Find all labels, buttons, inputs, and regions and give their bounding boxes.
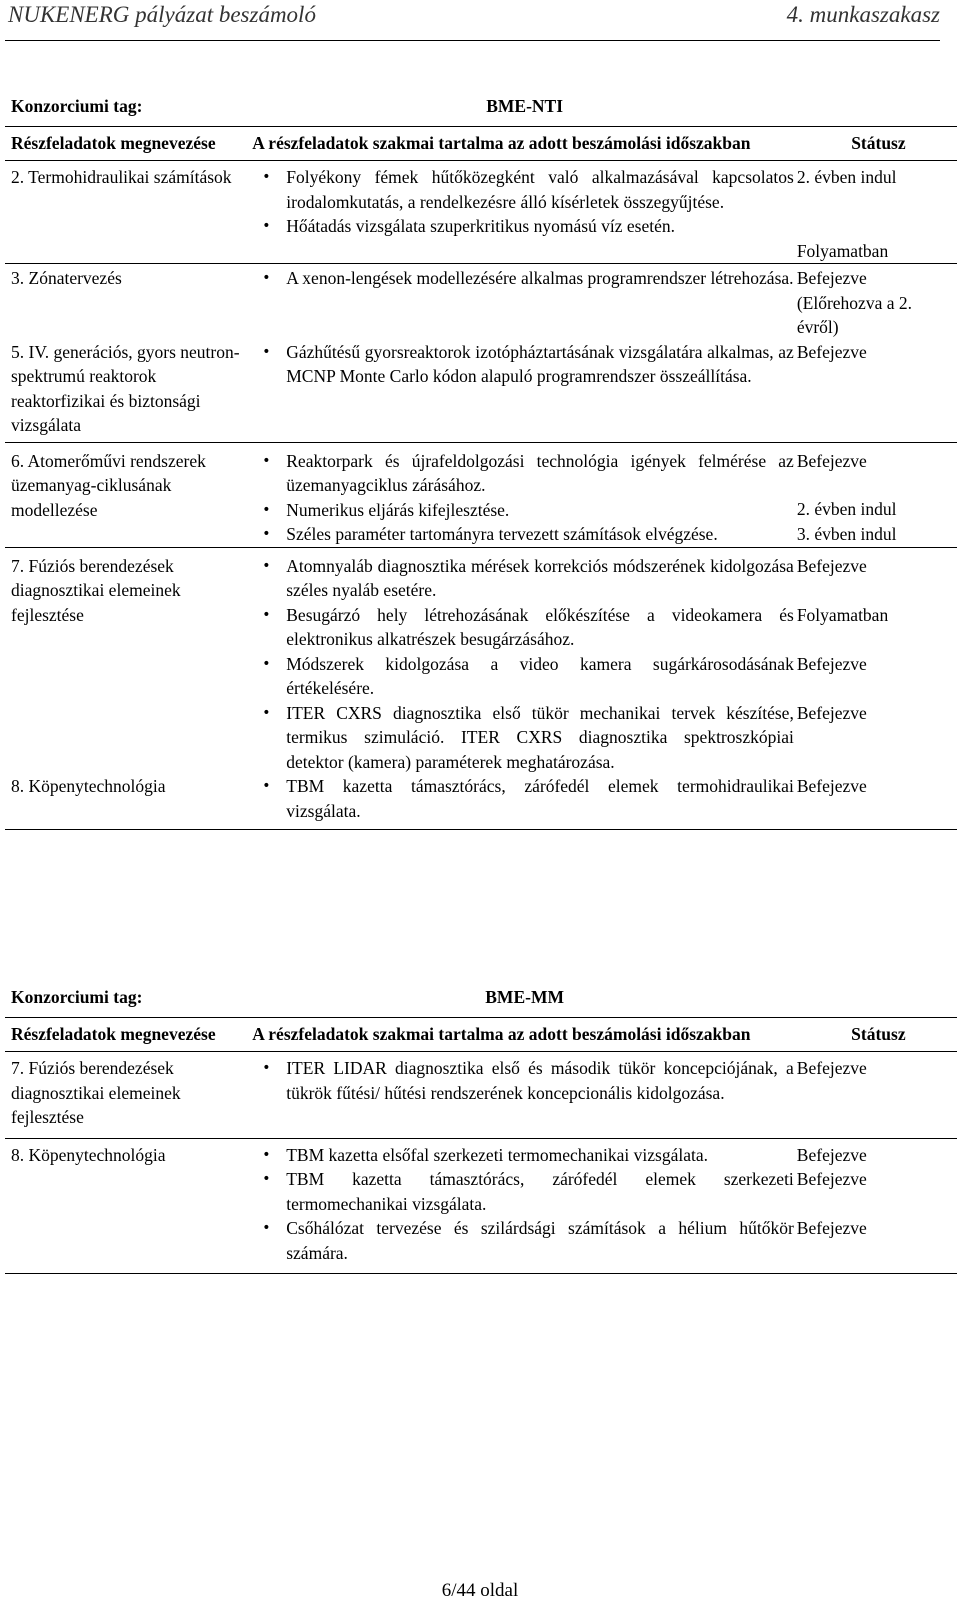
status-text: Befejezve (796, 555, 867, 576)
table-row (5, 1138, 957, 1274)
status-text: Befejezve (796, 776, 867, 796)
task-item: • Csőhálózat tervezése és szilárdsági számítások a hélium hűtőkör számára. (286, 1216, 794, 1265)
task-item: • TBM kazetta támasztórács, zárófedél elemek termohidraulikai vizsgálata. (286, 774, 794, 823)
status-text: Befejezve (796, 1058, 867, 1078)
task-item: • Atomnyaláb diagnosztika mérések korrekciós módszerének kidolgozása széles nyaláb esetére. (286, 554, 794, 603)
header-divider (5, 40, 940, 41)
member-label: Konzorciumi tag: (5, 94, 246, 126)
header-task: Részfeladatok megnevezése (5, 126, 246, 161)
task-name: 7. Fúziós berendezések diagnosztikai elemeinek fejlesztése (5, 1052, 246, 1139)
member-name: BME-NTI (246, 94, 957, 126)
task-name: 8. Köpenytechnológia (5, 1138, 246, 1274)
task-name: 6. Atomerőművi rendszerek üzemanyag-ciklusának modellezése (5, 442, 246, 547)
status-text: Befejezve (796, 1218, 867, 1238)
member-name: BME-MM (246, 985, 957, 1017)
table-row (5, 442, 957, 547)
table-row (5, 264, 957, 340)
header-status: Státusz (797, 1017, 957, 1052)
table-row (5, 774, 957, 830)
task-item: • ITER CXRS diagnosztika első tükör mechanikai tervek készítése, termikus szimuláció. ITER CXRS diagnosztika spektroszkópiai detektor (kamera) paraméterek meghatározása. (286, 701, 794, 775)
task-name: 2. Termohidraulikai számítások (5, 161, 246, 264)
task-name: 5. IV. generációs, gyors neutron-spektrumú reaktorok reaktorfizikai és biztonsági vizsgálata (5, 340, 246, 443)
task-item: • ITER LIDAR diagnosztika első és második tükör koncepciójának, a tükrök fűtési/ hűtési rendszerének koncepcionális kidolgozása. (286, 1056, 794, 1105)
status-text: Befejezve (796, 1169, 867, 1189)
task-item: • Gázhűtésű gyorsreaktorok izotópháztartásának vizsgálatára alkalmas, az MCNP Monte Carlo kódon alapuló programrendszer összeállítása. (286, 340, 794, 389)
report-table-bme-mm (5, 985, 957, 1274)
column-header-row (5, 1017, 957, 1052)
status-text: Folyamatban (796, 604, 889, 625)
table-row (5, 1052, 957, 1139)
task-item: • TBM kazetta támasztórács, zárófedél elemek szerkezeti termomechanikai vizsgálata. (286, 1167, 794, 1216)
header-status: Státusz (797, 126, 957, 161)
status-text: 2. évben indul (796, 499, 897, 519)
status-text: Befejezve (Előrehozva a 2. évről) (796, 268, 912, 337)
task-item: • Módszerek kidolgozása a video kamera sugárkárosodásának értékelésére. (286, 652, 794, 701)
header-content: A részfeladatok szakmai tartalma az adott beszámolási időszakban (246, 126, 797, 161)
task-name: 7. Fúziós berendezések diagnosztikai elemeinek fejlesztése (11, 555, 181, 625)
header-content: A részfeladatok szakmai tartalma az adott beszámolási időszakban (246, 1017, 797, 1052)
task-item: • A xenon-lengések modellezésére alkalmas programrendszer létrehozása. (286, 266, 794, 291)
status-text: Befejezve (796, 653, 867, 674)
member-row (5, 94, 957, 126)
status-text: 3. évben indul (796, 523, 897, 544)
task-item: • Hőátadás vizsgálata szuperkritikus nyomású víz esetén. (286, 214, 794, 239)
member-label: Konzorciumi tag: (5, 985, 246, 1017)
task-item: • Széles paraméter tartományra tervezett számítások elvégzése. (286, 522, 794, 547)
page-number: 6/44 oldal (441, 1580, 519, 1601)
member-row (5, 985, 957, 1017)
document-header-section: 4. munkaszakasz (786, 2, 940, 27)
task-name: 3. Zónatervezés (11, 268, 122, 288)
status-text: Folyamatban (796, 240, 889, 261)
status-text: Befejezve (796, 702, 867, 723)
task-item: • TBM kazetta elsőfal szerkezeti termomechanikai vizsgálata. (286, 1143, 794, 1168)
report-table-bme-nti (5, 94, 957, 830)
column-header-row (5, 126, 957, 161)
document-header-title: NUKENERG pályázat beszámoló (8, 2, 316, 27)
task-name: 8. Köpenytechnológia (5, 774, 246, 830)
status-text: 2. évben indul (796, 167, 897, 187)
status-text: Befejezve (796, 341, 867, 362)
header-task: Részfeladatok megnevezése (5, 1017, 246, 1052)
task-item: • Numerikus eljárás kifejlesztése. (286, 498, 794, 523)
status-text: Befejezve (796, 450, 867, 471)
table-row (5, 547, 957, 774)
task-item: • Folyékony fémek hűtőközegként való alkalmazásával kapcsolatos irodalomkutatás, a rendelkezésre álló kísérletek összegyűjtése. (286, 165, 794, 214)
task-item: • Besugárzó hely létrehozásának előkészítése a videokamera és elektronikus alkatrészek besugárzásához. (286, 603, 794, 652)
task-item: • Reaktorpark és újrafeldolgozási technológia igények felmérése az üzemanyagciklus zárásához. (286, 449, 794, 498)
status-text: Befejezve (796, 1144, 867, 1165)
table-row (5, 161, 957, 264)
table-row (5, 340, 957, 443)
